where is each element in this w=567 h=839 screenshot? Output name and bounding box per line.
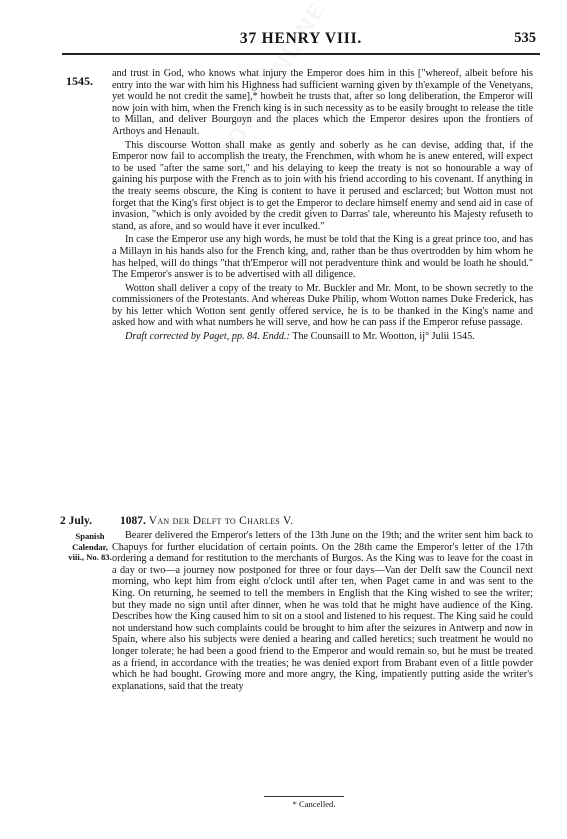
entry-paragraph: Bearer delivered the Emperor's letters of the 13th June on the 19th; and the writer sent him back to Chapuys for further elucidation of certain points. On the 28th came the Emperor's letter of the 17th ordering a demand for restitution to the merchants of Burgos. As the King was to leave for the coast in a day or two—a journey now postponed for three or four days—Van der Delft saw the Council next morning, who kept him from eight o'clock until after ten, when Paget came in and was sent to the King. On returning, he seemed to tell the members in English that the King wished to see the writer; but they made no sign until after dinner, when he was told that he might have audience of the King. Describes how the King caused him to sit on a stool and listened to his request. The King said he could not understand how such complaints could be brought to him after the seizures in Antwerp and now in Spain, where also his subjects were denied a hearing and called heretics; such treatment he would no longer tolerate; he had been a good friend to the Emperor and would remain so, but he must be treated as a friend, in accordance with the treaties; he was denied export from Brabant even of a little powder which he had bought. Growing more and more angry, the King, impatiently putting aside the writer's explanations, said that the treaty	[112, 530, 533, 692]
running-title: 37 HENRY VIII.	[239, 30, 363, 47]
source-line: Calendar,	[72, 541, 108, 552]
source-line: Spanish	[75, 531, 105, 541]
entry-source	[60, 531, 120, 563]
margin-year: 1545.	[66, 74, 93, 88]
endorsement-italic: Draft corrected by Paget, pp. 84. Endd.:	[125, 331, 290, 343]
entry-heading	[120, 515, 293, 527]
header-rule	[62, 53, 540, 55]
page-header	[66, 30, 536, 50]
footnote: * Cancelled.	[292, 799, 336, 809]
paragraph: In case the Emperor use any high words, he must be told that the King is a great prince too, and has a Millayn in his hands also for the French king, and, rather than be thus overtrodden by him whom he has helped, will do things "that th'Emperor will not peradventure think and would be loath he should." The Emperor's answer is to be advertised with all diligence.	[112, 234, 533, 281]
paragraph: Wotton shall deliver a copy of the treaty to Mr. Buckler and Mr. Mont, to be shown secretly to the commissioners of the Protestants. And whereas Duke Philip, whom Wotton names Duke Frederick, has by his letter which Wotton sent gently offered service, he is to be thanked in the King's name and asked how and with what numbers he will serve, and how he can pass if the Emperor refuse passage.	[112, 282, 533, 329]
entry-number: 1087.	[120, 515, 146, 527]
entry-text	[112, 530, 533, 692]
entry-title: Van der Delft to Charles V.	[148, 515, 294, 527]
endorsement-note	[112, 331, 533, 343]
paragraph: and trust in God, who knows what injury the Emperor does him in this ["whereof, albeit before his entry into the war with him his Highness had sufficient warning given by th'example of the Venetyans, yet would he not credit the same],* howbeit he trusts that, after so long deliberation, the Emperor will now join with him, when the French king is in such necessity as to be easily brought to release the title to Millan, and deliver Bourgoyn and the places which the Emperor desires upon the frontiers of Arthoys and Henault.	[112, 68, 533, 137]
page-number: 535	[514, 30, 536, 46]
entry-date: 2 July.	[60, 515, 92, 527]
letter-text	[112, 68, 533, 343]
endorsement-text: The Counsaill to Mr. Wootton, ij° Julii 1545.	[289, 331, 475, 343]
paragraph: This discourse Wotton shall make as gently and soberly as he can devise, adding that, if the Emperor now fail to accomplish the treaty, the Frenchmen, with whom he is anew entered, will expect to be used "after the same sort," and his delaying to keep the treaty is not so honourable a way of gaining his purpose with the French as to join with his friend according to his covenant. If anything in the treaty seems obscure, the King is content to have it perused and esclarced; but Wotton must not forget that the King's first object is to get the Emperor to declare himself enemy and send aid in case of invasion, "which is only avoided by the credit given to Darras' tale, whereunto his Majesty refuseth to stand, as afore, and so would have it ever inculked."	[112, 139, 533, 232]
source-line: viii., No. 83.	[68, 552, 112, 562]
footnote-rule	[264, 796, 344, 797]
